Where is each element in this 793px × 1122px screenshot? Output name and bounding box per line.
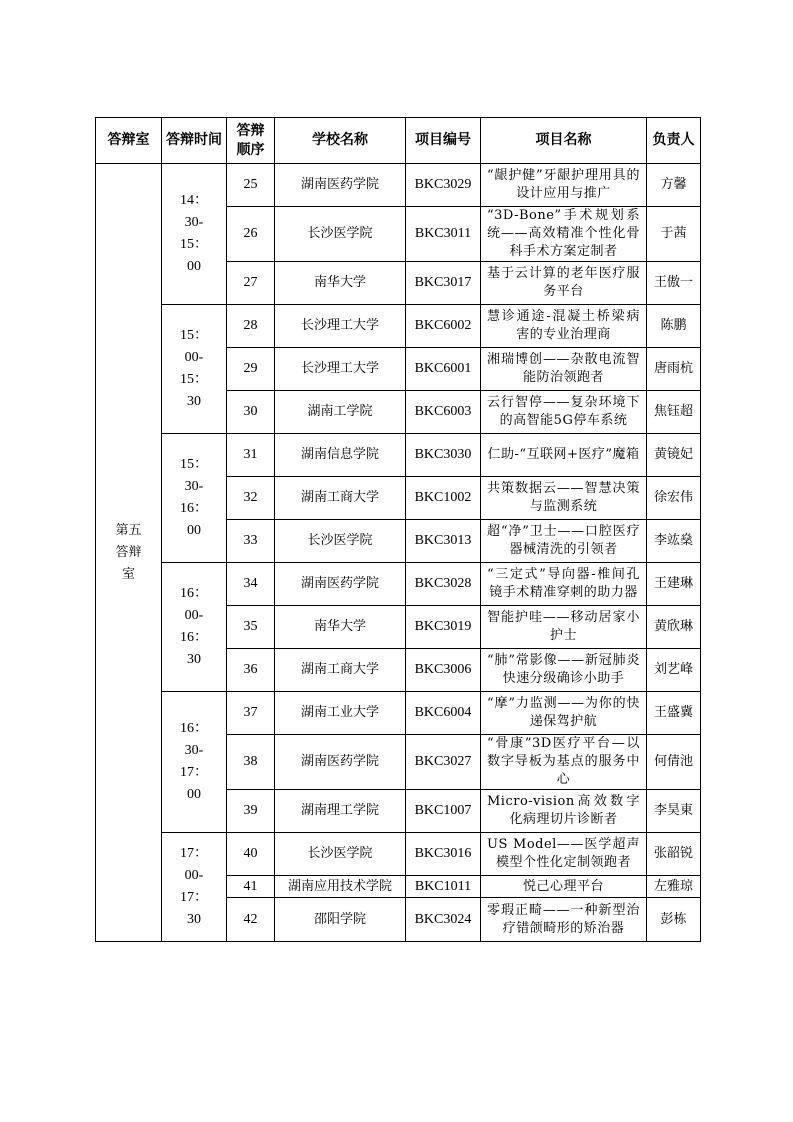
- school-cell: 长沙理工大学: [275, 305, 406, 348]
- table-row: [96, 164, 701, 207]
- table-row: [96, 434, 701, 477]
- header-school: 学校名称: [275, 118, 406, 164]
- order-cell: 31: [227, 434, 275, 477]
- order-cell: 36: [227, 649, 275, 692]
- order-cell: 40: [227, 833, 275, 876]
- defense-schedule-table: [95, 117, 701, 942]
- time-slot-cell: 15：00-15：30: [162, 305, 227, 434]
- project-name-cell: 慧诊通途-混凝土桥梁病害的专业治理商: [481, 305, 647, 348]
- order-cell: 33: [227, 520, 275, 563]
- project-code-cell: BKC3011: [406, 207, 481, 262]
- leader-cell: 徐宏伟: [647, 477, 701, 520]
- leader-cell: 黄镜妃: [647, 434, 701, 477]
- project-name-cell: 仁助-“互联网+医疗”魔箱: [481, 434, 647, 477]
- school-cell: 南华大学: [275, 262, 406, 305]
- project-name-cell: 云行智停——复杂环境下的高智能5G停车系统: [481, 391, 647, 434]
- leader-cell: 左雅琼: [647, 876, 701, 898]
- leader-cell: 于茜: [647, 207, 701, 262]
- table-row: [96, 563, 701, 606]
- table-row: [96, 833, 701, 876]
- time-slot-cell: 17：00-17：30: [162, 833, 227, 942]
- school-cell: 湖南理工学院: [275, 790, 406, 833]
- project-name-cell: 悦己心理平台: [481, 876, 647, 898]
- project-name-cell: US Model——医学超声模型个性化定制领跑者: [481, 833, 647, 876]
- project-code-cell: BKC3017: [406, 262, 481, 305]
- project-name-cell: 基于云计算的老年医疗服务平台: [481, 262, 647, 305]
- project-name-cell: “3D-Bone”手术规划系统——高效精准个性化骨科手术方案定制者: [481, 207, 647, 262]
- order-cell: 41: [227, 876, 275, 898]
- project-name-cell: 共策数据云——智慧决策与监测系统: [481, 477, 647, 520]
- project-code-cell: BKC3030: [406, 434, 481, 477]
- project-code-cell: BKC3029: [406, 164, 481, 207]
- leader-cell: 李竑燊: [647, 520, 701, 563]
- room-cell: 第五答辩室: [96, 164, 162, 942]
- leader-cell: 王傲一: [647, 262, 701, 305]
- school-cell: 湖南医药学院: [275, 563, 406, 606]
- project-name-cell: “三定式”导向器-椎间孔镜手术精准穿刺的助力器: [481, 563, 647, 606]
- project-code-cell: BKC3027: [406, 735, 481, 790]
- time-slot-cell: 16：30-17：00: [162, 692, 227, 833]
- order-cell: 28: [227, 305, 275, 348]
- leader-cell: 陈鹏: [647, 305, 701, 348]
- project-name-cell: “骨康”3D医疗平台—以数字导板为基点的服务中心: [481, 735, 647, 790]
- table-row: [96, 692, 701, 735]
- project-code-cell: BKC1002: [406, 477, 481, 520]
- header-leader: 负责人: [647, 118, 701, 164]
- order-cell: 32: [227, 477, 275, 520]
- project-code-cell: BKC6003: [406, 391, 481, 434]
- project-code-cell: BKC3006: [406, 649, 481, 692]
- table-row: [96, 305, 701, 348]
- project-name-cell: “摩”力监测——为你的快递保驾护航: [481, 692, 647, 735]
- leader-cell: 王盛冀: [647, 692, 701, 735]
- order-cell: 39: [227, 790, 275, 833]
- header-code: 项目编号: [406, 118, 481, 164]
- school-cell: 湖南信息学院: [275, 434, 406, 477]
- school-cell: 湖南应用技术学院: [275, 876, 406, 898]
- order-cell: 29: [227, 348, 275, 391]
- order-cell: 42: [227, 898, 275, 942]
- header-row: [96, 118, 701, 164]
- school-cell: 长沙医学院: [275, 520, 406, 563]
- project-code-cell: BKC6002: [406, 305, 481, 348]
- leader-cell: 张韶锐: [647, 833, 701, 876]
- project-code-cell: BKC3019: [406, 606, 481, 649]
- project-name-cell: 智能护哇——移动居家小护士: [481, 606, 647, 649]
- school-cell: 湖南工商大学: [275, 477, 406, 520]
- leader-cell: 李昊東: [647, 790, 701, 833]
- project-name-cell: 湘瑞博创——杂散电流智能防治领跑者: [481, 348, 647, 391]
- header-order: 答辩顺序: [227, 118, 275, 164]
- project-code-cell: BKC3024: [406, 898, 481, 942]
- header-time: 答辩时间: [162, 118, 227, 164]
- project-code-cell: BKC1007: [406, 790, 481, 833]
- school-cell: 湖南工学院: [275, 391, 406, 434]
- school-cell: 邵阳学院: [275, 898, 406, 942]
- time-slot-cell: 16：00-16：30: [162, 563, 227, 692]
- school-cell: 长沙医学院: [275, 207, 406, 262]
- order-cell: 27: [227, 262, 275, 305]
- project-code-cell: BKC1011: [406, 876, 481, 898]
- order-cell: 30: [227, 391, 275, 434]
- school-cell: 湖南医药学院: [275, 735, 406, 790]
- leader-cell: 彭栋: [647, 898, 701, 942]
- header-room: 答辩室: [96, 118, 162, 164]
- project-name-cell: “龈护健”牙龈护理用具的设计应用与推广: [481, 164, 647, 207]
- leader-cell: 焦钰超: [647, 391, 701, 434]
- leader-cell: 唐雨杭: [647, 348, 701, 391]
- project-name-cell: 超“净”卫士——口腔医疗器械清洗的引领者: [481, 520, 647, 563]
- school-cell: 湖南医药学院: [275, 164, 406, 207]
- leader-cell: 王建琳: [647, 563, 701, 606]
- order-cell: 34: [227, 563, 275, 606]
- order-cell: 37: [227, 692, 275, 735]
- order-cell: 26: [227, 207, 275, 262]
- school-cell: 湖南工业大学: [275, 692, 406, 735]
- project-name-cell: “肺”常影像——新冠肺炎快速分级确诊小助手: [481, 649, 647, 692]
- leader-cell: 何倩池: [647, 735, 701, 790]
- leader-cell: 方馨: [647, 164, 701, 207]
- project-code-cell: BKC3013: [406, 520, 481, 563]
- project-name-cell: 零瑕正畸——一种新型治疗错颌畸形的矫治器: [481, 898, 647, 942]
- leader-cell: 黄欣琳: [647, 606, 701, 649]
- schedule-body: [96, 164, 701, 942]
- school-cell: 南华大学: [275, 606, 406, 649]
- school-cell: 湖南工商大学: [275, 649, 406, 692]
- school-cell: 长沙医学院: [275, 833, 406, 876]
- project-name-cell: Micro-vision高效数字化病理切片诊断者: [481, 790, 647, 833]
- project-code-cell: BKC3028: [406, 563, 481, 606]
- time-slot-cell: 15：30-16：00: [162, 434, 227, 563]
- order-cell: 35: [227, 606, 275, 649]
- time-slot-cell: 14：30-15：00: [162, 164, 227, 305]
- leader-cell: 刘艺峰: [647, 649, 701, 692]
- project-code-cell: BKC6001: [406, 348, 481, 391]
- project-code-cell: BKC3016: [406, 833, 481, 876]
- project-code-cell: BKC6004: [406, 692, 481, 735]
- header-project: 项目名称: [481, 118, 647, 164]
- school-cell: 长沙理工大学: [275, 348, 406, 391]
- order-cell: 25: [227, 164, 275, 207]
- order-cell: 38: [227, 735, 275, 790]
